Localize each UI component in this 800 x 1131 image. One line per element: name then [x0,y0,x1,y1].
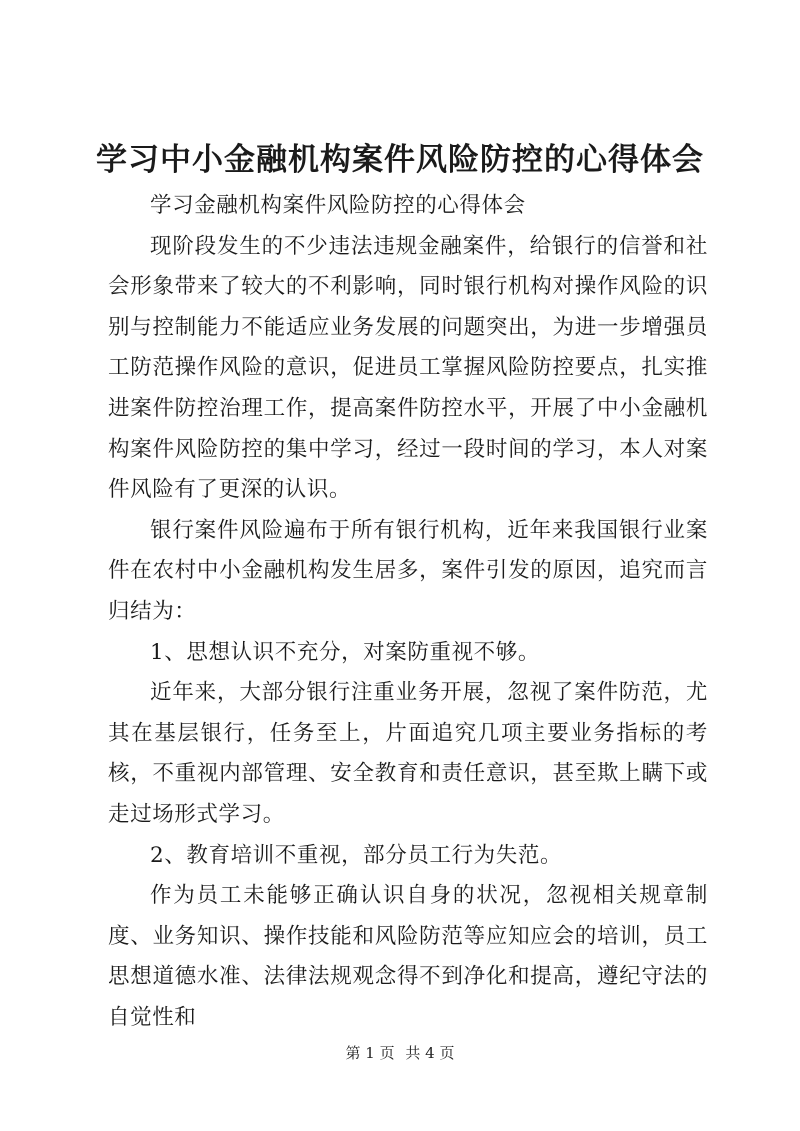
body-paragraph: 近年来，大部分银行注重业务开展，忽视了案件防范，尤其在基层银行，任务至上，片面追究几项主要业务指标的考核，不重视内部管理、安全教育和责任意识，甚至欺上瞒下或走过场形式学习。 [108,680,708,827]
document-title: 学习中小金融机构案件风险防控的心得体会 [96,142,704,178]
subtitle-paragraph: 学习金融机构案件风险防控的心得体会 [150,193,526,218]
document-body [108,186,708,1038]
body-paragraph: 作为员工未能够正确认识自身的状况，忽视相关规章制度、业务知识、操作技能和风险防范等应知应会的培训，员工思想道德水准、法律法规观念得不到净化和提高，遵纪守法的自觉性和 [108,883,708,1030]
body-paragraph: 现阶段发生的不少违法违规金融案件，给银行的信誉和社会形象带来了较大的不利影响，同时银行机构对操作风险的识别与控制能力不能适应业务发展的问题突出，为进一步增强员工防范操作风险的意识，促进员工掌握风险防控要点，扎实推进案件防控治理工作，提高案件防控水平，开展了中小金融机构案件风险防控的集中学习，经过一段时间的学习，本人对案件风险有了更深的认识。 [108,233,708,503]
page-number: 第 1 页 [345,1044,395,1062]
body-paragraph: 银行案件风险遍布于所有银行机构，近年来我国银行业案件在农村中小金融机构发生居多，案件引发的原因，追究而言归结为： [108,517,708,624]
section-heading: 1、思想认识不充分，对案防重视不够。 [150,639,540,665]
page-footer [0,1043,800,1063]
page-total: 共 4 页 [405,1044,455,1062]
section-heading: 2、教育培训不重视，部分员工行为失范。 [150,842,563,868]
